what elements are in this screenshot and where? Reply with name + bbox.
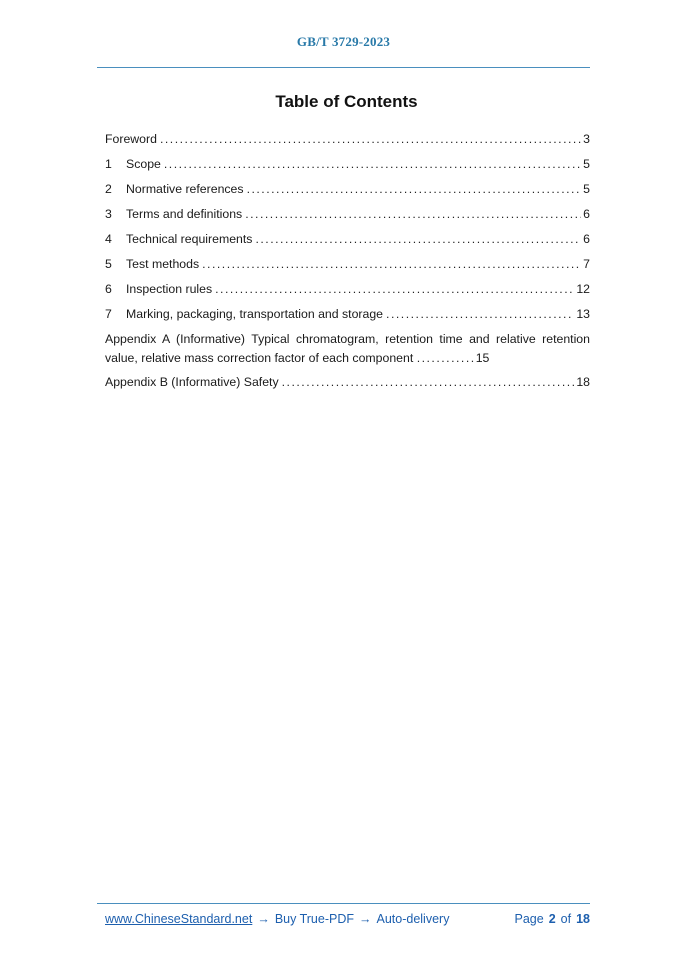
toc-entry-label: Marking, packaging, transportation and storage [126, 307, 384, 321]
toc-entry [105, 277, 590, 302]
toc-entry [105, 227, 590, 252]
page-title: Table of Contents [275, 92, 418, 111]
footer-links [105, 912, 449, 926]
toc-entry-number: 6 [105, 282, 112, 296]
dot-leader [386, 302, 574, 327]
toc-entry-label: Inspection rules [126, 282, 213, 296]
toc-entry-page: 7 [583, 257, 590, 271]
toc-entry-label: Foreword [105, 132, 157, 146]
toc-entry-label: Appendix B (Informative) Safety [105, 375, 279, 389]
toc-entry [105, 327, 590, 370]
toc-entry [105, 177, 590, 202]
dot-leader [417, 351, 476, 365]
toc-entry-label: Technical requirements [126, 232, 253, 246]
buy-truepdf-text: Buy True-PDF [274, 912, 354, 926]
auto-delivery-text: Auto-delivery [376, 912, 450, 926]
header-standard-code: GB/T 3729-2023 [296, 34, 391, 49]
toc-entry [105, 152, 590, 177]
toc-entry [105, 127, 590, 152]
dot-leader [215, 277, 574, 302]
toc-entry-page: 15 [475, 350, 490, 365]
toc-entry-number: 1 [105, 157, 112, 171]
header-divider [97, 67, 590, 68]
toc-entry-page: 3 [583, 132, 590, 146]
toc-entry-page: 18 [576, 375, 590, 389]
dot-leader [202, 252, 581, 277]
toc-entry [105, 252, 590, 277]
dot-leader [247, 177, 582, 202]
dot-leader [160, 127, 581, 152]
footer [105, 912, 590, 926]
toc-entry-label: Scope [126, 157, 161, 171]
arrow-icon: → [257, 912, 270, 926]
table-of-contents [105, 127, 590, 395]
current-page-number: 2 [548, 912, 556, 926]
toc-entry-page: 13 [576, 307, 590, 321]
toc-entry-page: 12 [576, 282, 590, 296]
toc-entry [105, 370, 590, 395]
toc-entry-label: Normative references [126, 182, 244, 196]
toc-entry-label: Terms and definitions [126, 207, 243, 221]
of-label: of [560, 912, 572, 926]
dot-leader [164, 152, 581, 177]
toc-entry-number: 4 [105, 232, 112, 246]
page-indicator [515, 912, 591, 926]
toc-entry-number: 7 [105, 307, 112, 321]
arrow-icon: → [359, 912, 372, 926]
toc-entry-page: 5 [583, 182, 590, 196]
toc-entry-page: 5 [583, 157, 590, 171]
toc-entry-label: Appendix A (Informative) Typical chromatogram, retention time and relative retention value, relative mass correction factor of each component [105, 332, 590, 365]
dot-leader [282, 370, 575, 395]
page-label: Page [514, 912, 544, 926]
dot-leader [255, 227, 581, 252]
total-page-number: 18 [576, 912, 590, 926]
toc-entry-number: 3 [105, 207, 112, 221]
toc-entry-page: 6 [583, 232, 590, 246]
site-link[interactable]: www.ChineseStandard.net [105, 912, 253, 926]
toc-entry-number: 5 [105, 257, 112, 271]
dot-leader [245, 202, 581, 227]
toc-entry [105, 202, 590, 227]
footer-divider [97, 903, 590, 904]
toc-entry-page: 6 [583, 207, 590, 221]
toc-entry [105, 302, 590, 327]
toc-entry-number: 2 [105, 182, 112, 196]
toc-entry-label: Test methods [126, 257, 200, 271]
